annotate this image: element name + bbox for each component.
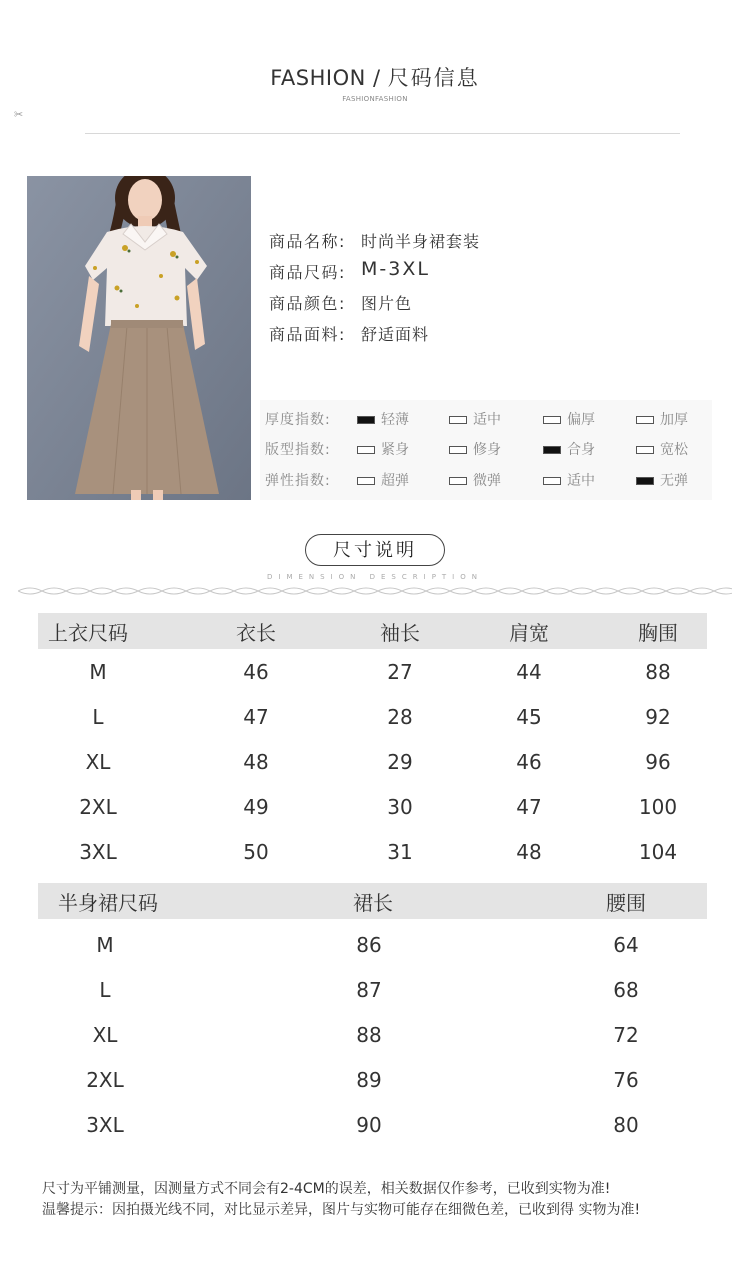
- measurement-cell: 64: [613, 933, 639, 957]
- page-subtitle: FASHIONFASHION: [342, 95, 408, 103]
- column-header: 裙长: [353, 891, 393, 915]
- measurement-cell: 28: [387, 705, 413, 729]
- measurement-cell: 47: [516, 795, 542, 819]
- attribute-option: [636, 409, 688, 429]
- page-title: FASHION / 尺码信息: [270, 66, 480, 90]
- measurement-cell: 100: [638, 795, 678, 819]
- unchecked-box-icon: [449, 477, 467, 485]
- unchecked-box-icon: [636, 416, 654, 424]
- measurement-cell: 72: [613, 1023, 639, 1047]
- measurement-cell: 31: [387, 840, 413, 864]
- measurement-cell: 46: [516, 750, 542, 774]
- attribute-option-label: 合身: [567, 442, 595, 458]
- measurement-cell: 87: [356, 978, 382, 1002]
- product-fabric-value: 舒适面料: [361, 325, 430, 344]
- size-cell: XL: [92, 1023, 118, 1047]
- size-cell: L: [99, 978, 111, 1002]
- attribute-option: [636, 439, 688, 459]
- attribute-option: [357, 439, 409, 459]
- attribute-option: [543, 439, 595, 459]
- measurement-cell: 49: [243, 795, 269, 819]
- wave-divider: [18, 583, 732, 599]
- product-color-value: 图片色: [361, 294, 413, 313]
- measurement-cell: 104: [638, 840, 678, 864]
- attribute-option-label: 适中: [473, 412, 501, 428]
- measurement-cell: 88: [356, 1023, 382, 1047]
- measurement-note: 尺寸为平铺测量，因测量方式不同会有2-4CM的误差，相关数据仅作参考，已收到实物为准!: [42, 1181, 611, 1197]
- attribute-option: [449, 470, 501, 490]
- measurement-cell: 30: [387, 795, 413, 819]
- measurement-cell: 27: [387, 660, 413, 684]
- measurement-cell: 47: [243, 705, 269, 729]
- attribute-label: 版型指数:: [265, 442, 331, 458]
- unchecked-box-icon: [357, 477, 375, 485]
- measurement-cell: 44: [516, 660, 542, 684]
- size-cell: L: [92, 705, 104, 729]
- unchecked-box-icon: [357, 446, 375, 454]
- measurement-cell: 48: [243, 750, 269, 774]
- attribute-option-label: 微弹: [473, 473, 501, 489]
- column-header: 肩宽: [509, 621, 549, 645]
- product-photo: [27, 176, 251, 500]
- unchecked-box-icon: [449, 446, 467, 454]
- unchecked-box-icon: [636, 446, 654, 454]
- measurement-cell: 45: [516, 705, 542, 729]
- size-cell: XL: [85, 750, 111, 774]
- checked-box-icon: [357, 416, 375, 424]
- attribute-option: [357, 470, 409, 490]
- product-fabric-row: [269, 322, 430, 345]
- column-header: 半身裙尺码: [58, 891, 158, 915]
- measurement-cell: 86: [356, 933, 382, 957]
- color-note: 温馨提示：因拍摄光线不同，对比显示差异，图片与实物可能存在细微色差，已收到得 实物为准!: [42, 1202, 641, 1218]
- product-size-value: M-3XL: [361, 258, 430, 280]
- attribute-option-label: 宽松: [660, 442, 688, 458]
- skirt-size-table: [38, 883, 707, 1148]
- column-header: 胸围: [638, 621, 678, 645]
- attribute-option: [449, 439, 501, 459]
- attribute-option-label: 修身: [473, 442, 501, 458]
- product-size-row: [269, 258, 430, 283]
- measurement-cell: 96: [645, 750, 671, 774]
- unchecked-box-icon: [543, 416, 561, 424]
- product-name-value: 时尚半身裙套装: [361, 232, 481, 251]
- measurement-cell: 80: [613, 1113, 639, 1137]
- attribute-option: [543, 470, 595, 490]
- header-divider: [85, 133, 680, 134]
- measurement-cell: 48: [516, 840, 542, 864]
- attribute-option-label: 紧身: [381, 442, 409, 458]
- attribute-option-label: 加厚: [660, 412, 688, 428]
- table-header-row: [38, 613, 707, 649]
- dimension-title: 尺寸说明: [305, 534, 445, 566]
- attribute-option-label: 偏厚: [567, 412, 595, 428]
- unchecked-box-icon: [543, 477, 561, 485]
- attribute-option-label: 轻薄: [381, 412, 409, 428]
- size-cell: 2XL: [86, 1068, 124, 1092]
- attribute-option-label: 超弹: [381, 473, 409, 489]
- product-color-row: [269, 291, 413, 314]
- column-header: 袖长: [380, 621, 420, 645]
- attribute-option-label: 无弹: [660, 473, 688, 489]
- measurement-cell: 50: [243, 840, 269, 864]
- measurement-cell: 92: [645, 705, 671, 729]
- measurement-cell: 76: [613, 1068, 639, 1092]
- measurement-cell: 68: [613, 978, 639, 1002]
- unchecked-box-icon: [449, 416, 467, 424]
- measurement-cell: 90: [356, 1113, 382, 1137]
- attribute-label: 弹性指数:: [265, 473, 331, 489]
- size-cell: 2XL: [79, 795, 117, 819]
- dimension-subtitle: DIMENSION DESCRIPTION: [266, 573, 483, 581]
- product-color-label: 商品颜色:: [269, 294, 346, 313]
- scissors-icon: ✂: [14, 108, 24, 121]
- column-header: 上衣尺码: [48, 621, 128, 645]
- size-cell: 3XL: [86, 1113, 124, 1137]
- attribute-option: [357, 409, 409, 429]
- product-name-label: 商品名称:: [269, 232, 346, 251]
- attribute-option: [449, 409, 501, 429]
- attribute-option-label: 适中: [567, 473, 595, 489]
- attribute-option: [543, 409, 595, 429]
- product-size-label: 商品尺码:: [269, 263, 346, 282]
- measurement-cell: 88: [645, 660, 671, 684]
- measurement-cell: 46: [243, 660, 269, 684]
- size-cell: M: [89, 660, 107, 684]
- attribute-label: 厚度指数:: [265, 412, 331, 428]
- checked-box-icon: [543, 446, 561, 454]
- size-cell: M: [96, 933, 114, 957]
- top-size-table: [38, 613, 707, 875]
- product-name-row: [269, 229, 481, 252]
- size-cell: 3XL: [79, 840, 117, 864]
- measurement-cell: 89: [356, 1068, 382, 1092]
- measurement-cell: 29: [387, 750, 413, 774]
- product-fabric-label: 商品面料:: [269, 325, 346, 344]
- column-header: 腰围: [606, 891, 646, 915]
- attribute-option: [636, 470, 688, 490]
- checked-box-icon: [636, 477, 654, 485]
- column-header: 衣长: [236, 621, 276, 645]
